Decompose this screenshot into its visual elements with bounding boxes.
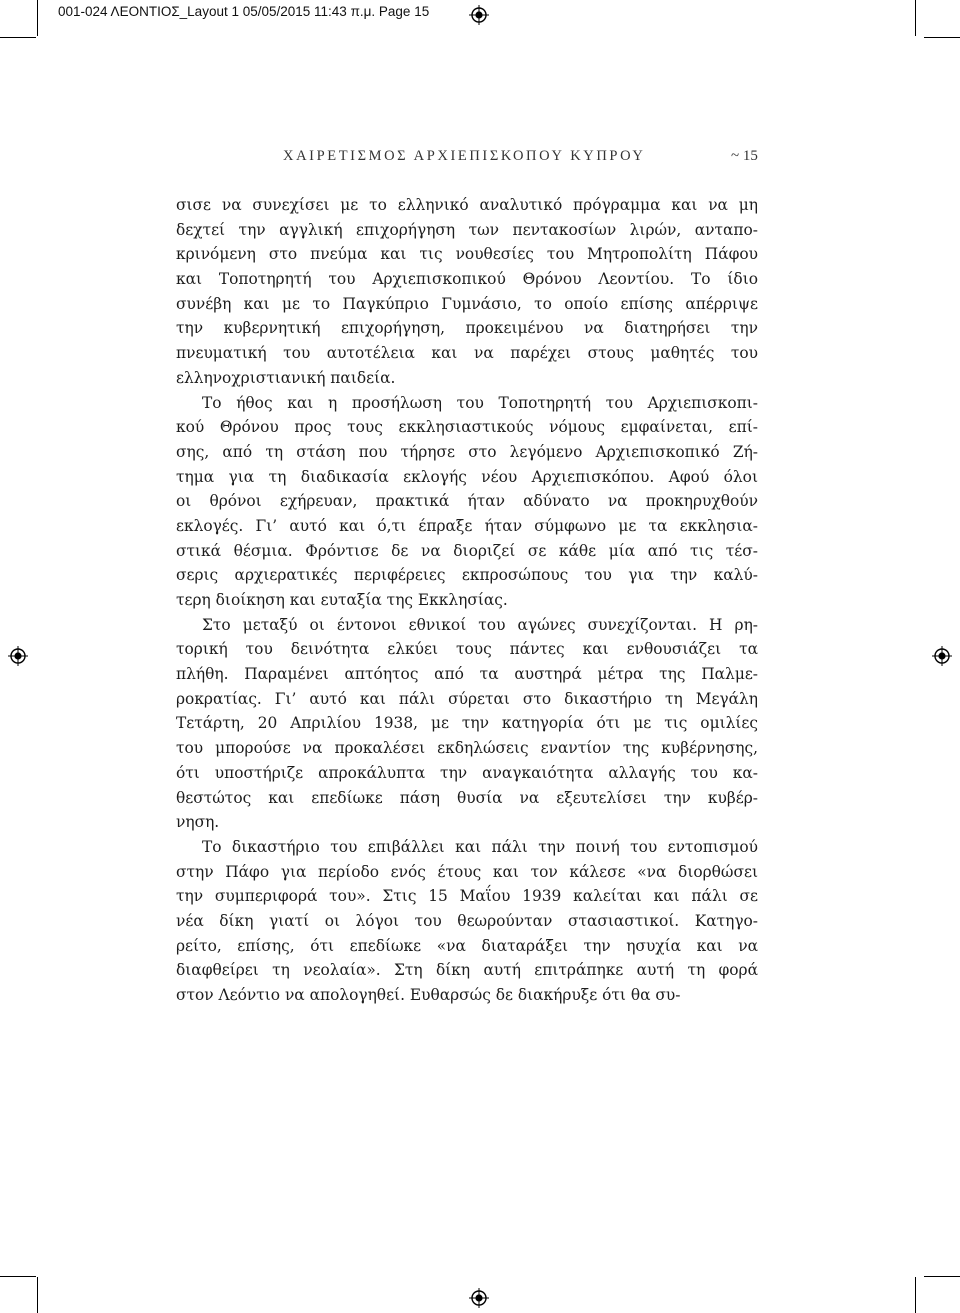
crop-mark-top-left-horizontal <box>0 37 36 38</box>
text-line: την κυβερνητική επιχορήγηση, προκειμένου να διατηρήσει την <box>176 319 758 338</box>
crop-mark-bottom-right-horizontal <box>924 1276 960 1277</box>
text-line: εκλογές. Γι’ αυτό και ό,τι έπραξε ήταν σύμφωνο με τα εκκλησια- <box>176 516 758 535</box>
text-line: ελληνοχριστιανική παιδεία. <box>176 368 396 387</box>
text-line: σερις αρχιερατικές περιφέρειες εκπροσώπους του για την καλύ- <box>176 566 758 585</box>
text-line: τημα για τη διαδικασία εκλογής νέου Αρχιεπισκόπου. Αφού όλοι <box>176 467 758 486</box>
crop-mark-bottom-left-vertical <box>37 1277 38 1313</box>
text-line: κρινόμενη στο πνεύμα και τις νουθεσίες του Μητροπολίτη Πάφου <box>176 245 758 264</box>
text-line: Το ήθος και η προσήλωση του Τοποτηρητή του Αρχιεπισκοπι- <box>202 393 758 412</box>
text-line: οι θρόνοι εχήρευαν, πρακτικά ήταν αδύνατο να προκηρυχθούν <box>176 492 758 511</box>
text-line: και Τοποτηρητή του Αρχιεπισκοπικού Θρόνου Λεοντίου. Το ίδιο <box>176 270 758 289</box>
crop-mark-top-left-vertical <box>37 0 38 36</box>
text-line: ρείτο, επίσης, ότι επεδίωκε «να διαταράξει την ησυχία και να <box>176 936 758 955</box>
page-number: ~ 15 <box>731 148 758 164</box>
running-head: ΧΑΙΡΕΤΙΣΜΟΣ ΑΡΧΙΕΠΙΣΚΟΠΟΥ ΚΥΠΡΟΥ <box>283 148 646 164</box>
text-line: του μπορούσε να προκαλέσει εκδηλώσεις εναντίον της κυβέρνησης, <box>176 739 758 758</box>
text-line: στην Πάφο για περίοδο ενός έτους και τον κάλεσε «να διορθώσει <box>176 862 758 881</box>
text-line: πνευματική του αυτοτέλεια και να παρέχει στους μαθητές του <box>176 344 758 363</box>
text-line: Στο μεταξύ οι έντονοι εθνικοί του αγώνες συνεχίζονται. Η ρη- <box>202 615 758 634</box>
print-slug: 001-024 ΛΕΟΝΤΙΟΣ_Layout 1 05/05/2015 11:43 π.μ. Page 15 <box>58 4 430 19</box>
text-line: ότι υποστήριζε απροκάλυπτα την αναγκαιότητα αλλαγής του κα- <box>176 763 758 782</box>
crop-mark-top-right-vertical <box>915 0 916 36</box>
text-line: σης, από τη στάση που τήρησε στο λεγόμενο Αρχιεπισκοπικό Ζή- <box>176 442 758 461</box>
text-line: πλήθη. Παραμένει απτόητος από τα αυστηρά μέτρα της Παλμε- <box>176 665 758 684</box>
text-line: στον Λεόντιο να απολογηθεί. Ευθαρσώς δε διακήρυξε ότι θα συ- <box>176 986 681 1004</box>
text-line: δεχτεί την αγγλική επιχορήγηση των πεντακοσίων λιρών, ανταπο- <box>176 220 758 239</box>
text-line: Τετάρτη, 20 Απριλίου 1938, με την κατηγορία ότι με τις ομιλίες <box>176 714 758 733</box>
text-line: στικά θέσμια. Φρόντισε δε να διοριζεί σε κάθε μία από τις τέσ- <box>176 541 758 560</box>
text-line: τορική του δεινότητα ελκύει τους πάντες και ενθουσιάζει τα <box>176 640 758 659</box>
registration-mark-left-icon <box>8 646 28 666</box>
text-line: τερη διοίκηση και ευταξία της Εκκλησίας. <box>176 591 508 609</box>
text-line: νέα δίκη γιατί οι λόγοι του θεωρούνταν στασιαστικοί. Κατηγο- <box>176 911 758 930</box>
text-line: θεστώτος και επεδίωκε πάση θυσία να εξευτελίσει την κυβέρ- <box>176 788 758 807</box>
crop-mark-bottom-right-vertical <box>915 1277 916 1313</box>
text-line: νηση. <box>176 813 220 832</box>
text-line: συνέβη και με το Παγκύπριο Γυμνάσιο, το οποίο επίσης απέρριψε <box>176 294 758 313</box>
registration-mark-bottom-icon <box>469 1288 489 1308</box>
body-text <box>176 193 758 1008</box>
text-line: διαφθείρει τη νεολαία». Στη δίκη αυτή επιτράπηκε αυτή τη φορά <box>176 961 758 980</box>
text-line: την συμπεριφορά του». Στις 15 Μαΐου 1939 καλείται και πάλι σε <box>176 887 758 906</box>
text-line: σισε να συνεχίσει με το ελληνικό αναλυτικό πρόγραμμα και να μη <box>176 196 758 214</box>
text-line: κού Θρόνου προς τους εκκλησιαστικούς νόμους εμφαίνεται, επί- <box>176 418 758 437</box>
crop-mark-bottom-left-horizontal <box>0 1276 36 1277</box>
text-line: Το δικαστήριο του επιβάλλει και πάλι την ποινή του εντοπισμού <box>202 837 758 856</box>
registration-mark-right-icon <box>932 646 952 666</box>
text-line: ροκρατίας. Γι’ αυτό και πάλι σύρεται στο δικαστήριο τη Μεγάλη <box>176 689 758 708</box>
registration-mark-top-icon <box>469 5 489 25</box>
crop-mark-top-right-horizontal <box>924 37 960 38</box>
